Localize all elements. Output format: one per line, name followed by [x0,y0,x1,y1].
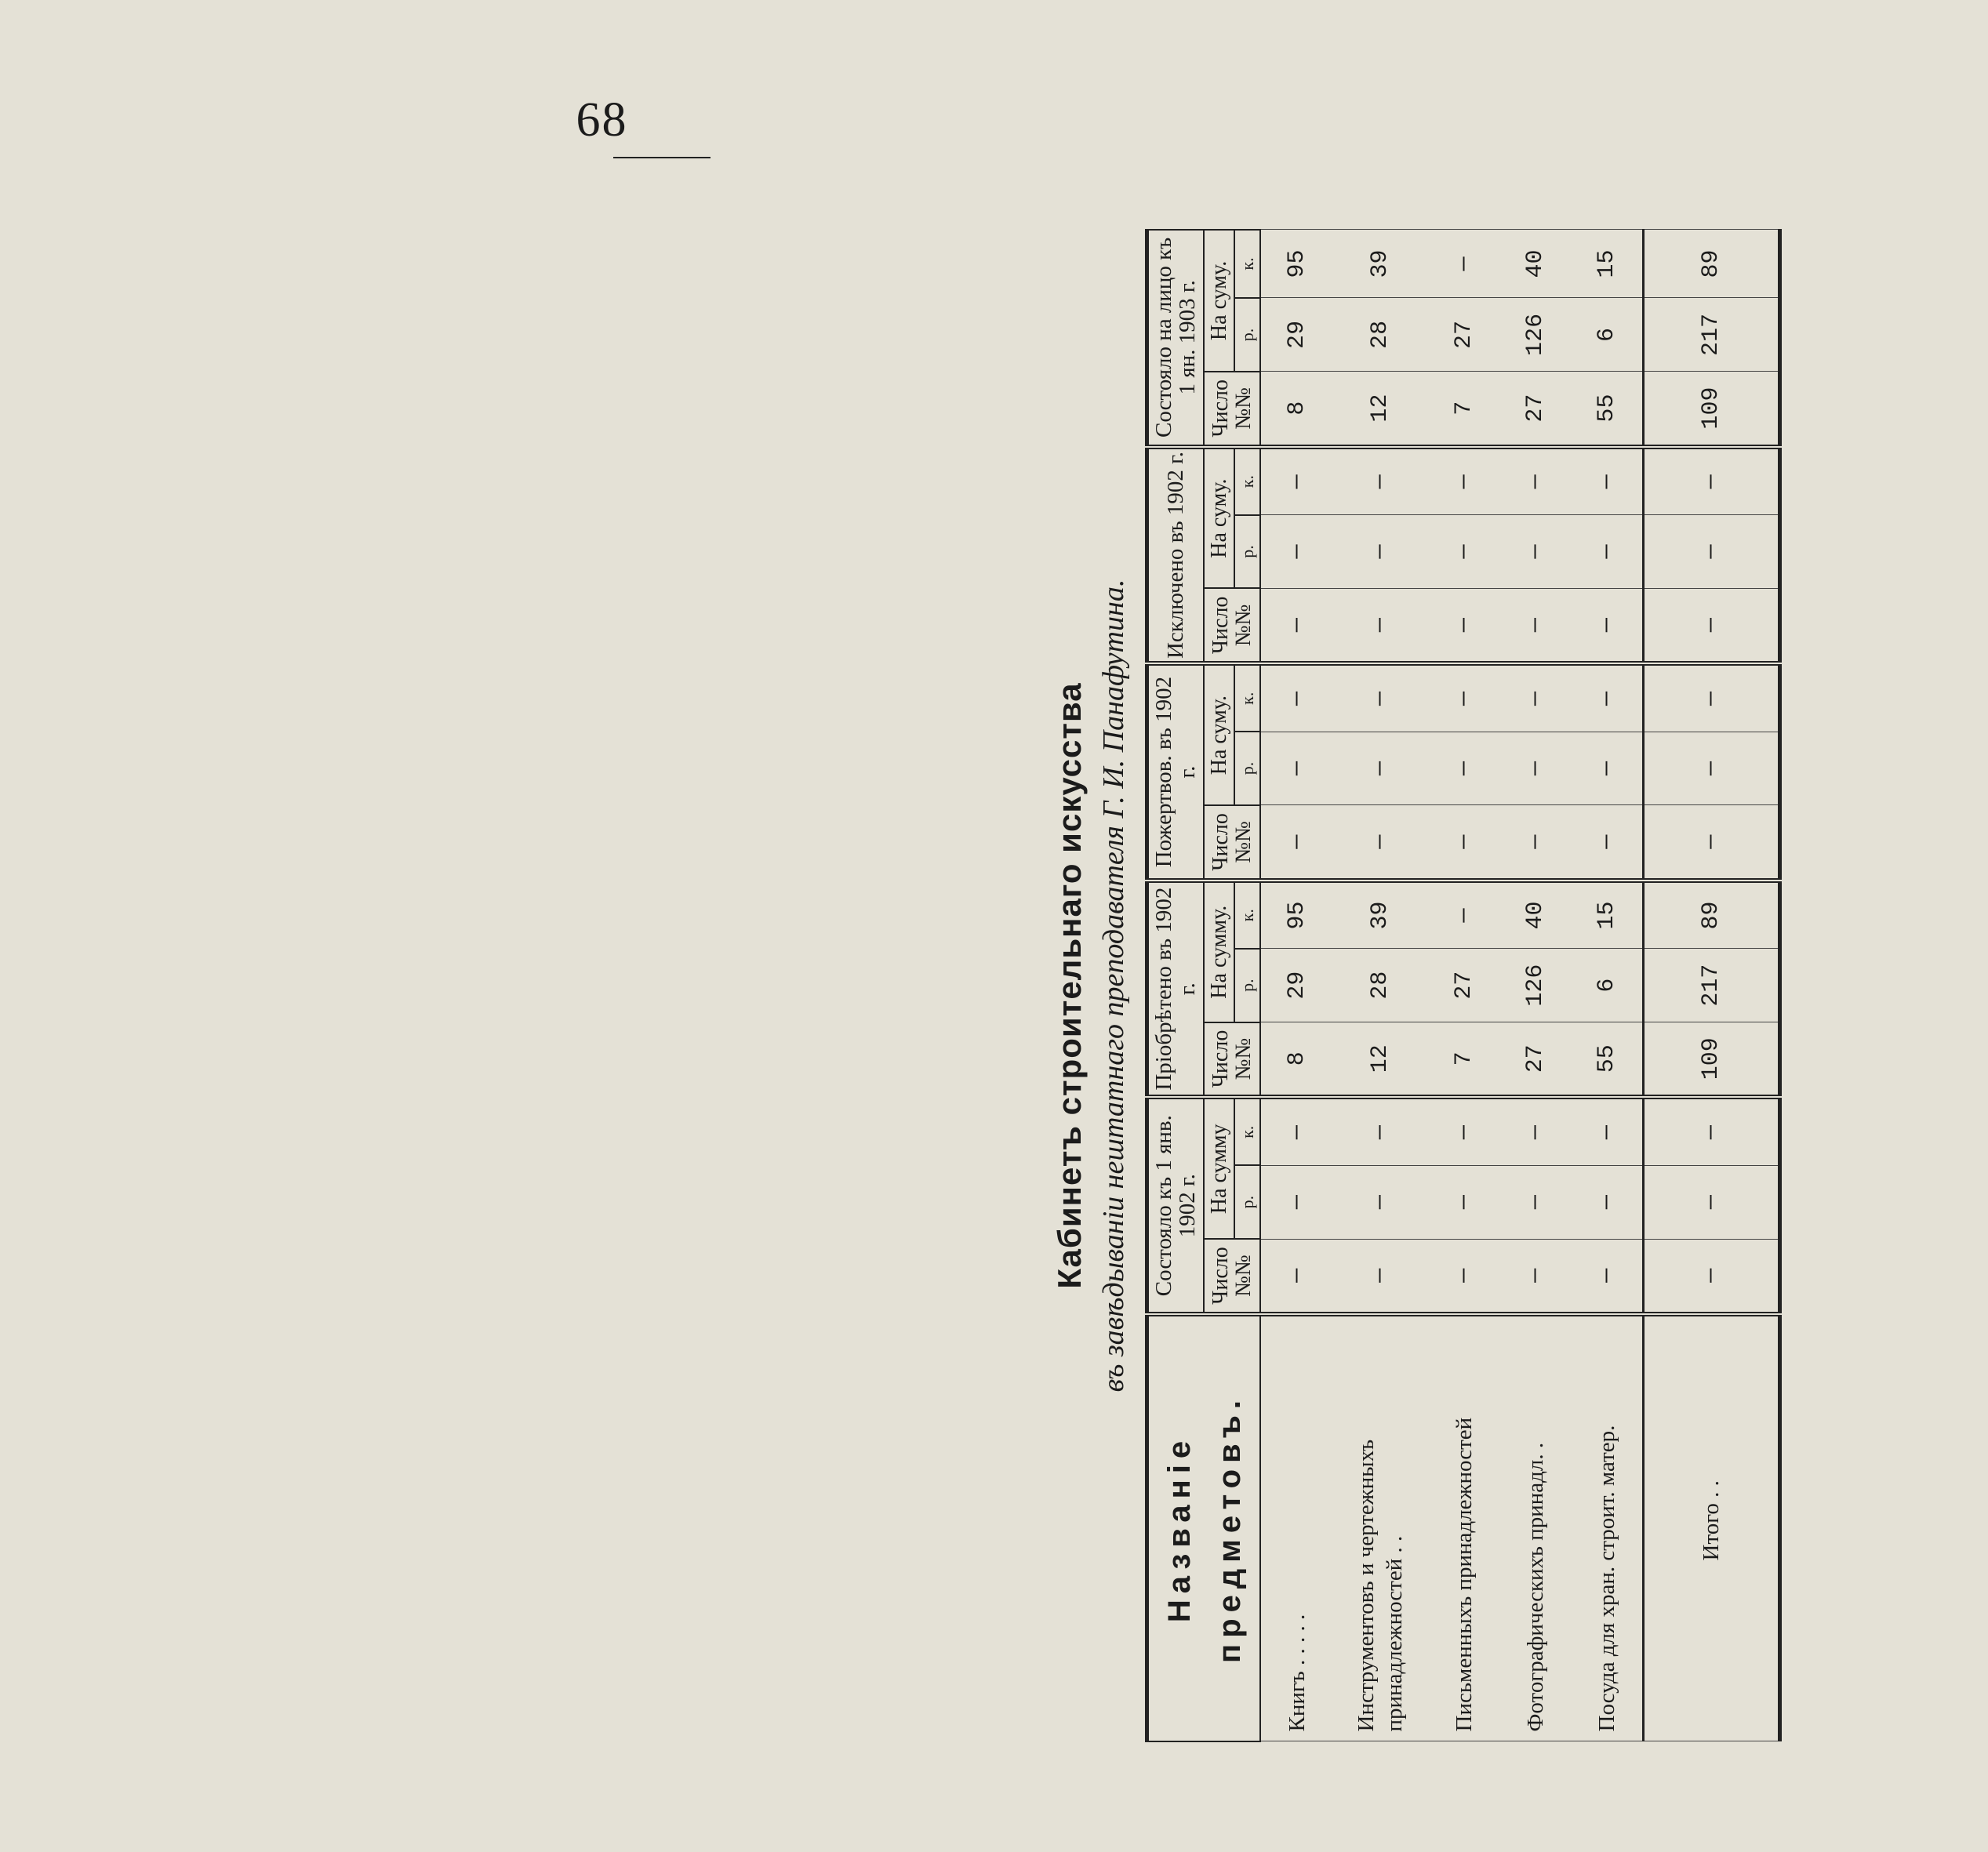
header-kopecks: к. [1234,881,1260,949]
cell-count: — [1260,1239,1332,1314]
header-group-5: Состояло на лицо къ 1 ян. 1903 г. [1147,230,1204,447]
cell-rubles: 217 [1644,298,1780,372]
cell-count: 109 [1644,372,1780,447]
header-rubles: р. [1234,949,1260,1022]
cell-count: 109 [1644,1022,1780,1098]
cell-count: 55 [1571,1022,1644,1098]
document-title: Кабинетъ строительнаго искусства [1051,682,1088,1289]
cell-kopecks: — [1644,663,1780,732]
header-group-2: Пріобрѣтено въ 1902 г. [1147,881,1204,1098]
cell-kopecks: 15 [1571,230,1644,298]
header-count: Число №№ [1204,805,1260,881]
cell-count: — [1571,588,1644,663]
cell-rubles: 6 [1571,949,1644,1022]
cell-count: 7 [1428,372,1499,447]
cell-rubles: — [1332,732,1428,805]
inventory-table [1145,229,1782,1742]
table-row [1428,230,1499,1741]
cell-rubles: — [1332,515,1428,589]
cell-kopecks: — [1499,447,1571,515]
cell-kopecks: 40 [1499,881,1571,949]
header-sum: На сумму [1204,1097,1234,1239]
cell-kopecks: — [1571,663,1644,732]
cell-count: — [1428,1239,1499,1314]
cell-rubles: 126 [1499,949,1571,1022]
cell-kopecks: — [1332,663,1428,732]
cell-rubles: — [1260,515,1332,589]
header-rubles: р. [1234,1165,1260,1239]
table-row [1571,230,1644,1741]
cell-count: 12 [1332,372,1428,447]
cell-kopecks: — [1332,447,1428,515]
cell-count: — [1260,805,1332,881]
cell-rubles: 126 [1499,298,1571,372]
header-count: Число №№ [1204,588,1260,663]
header-group-4: Исключено въ 1902 г. [1147,447,1204,664]
cell-rubles: — [1499,1165,1571,1239]
table-row [1499,230,1571,1741]
header-group-3: Пожертвов. въ 1902 г. [1147,663,1204,881]
cell-count: — [1644,1239,1780,1314]
cell-count: 27 [1499,1022,1571,1098]
cell-kopecks: 95 [1260,230,1332,298]
cell-kopecks: 89 [1644,230,1780,298]
cell-kopecks: 39 [1332,230,1428,298]
cell-kopecks: — [1332,1097,1428,1165]
cell-kopecks: 15 [1571,881,1644,949]
table-row [1260,230,1332,1741]
header-count: Число №№ [1204,1239,1260,1314]
cell-count: — [1332,805,1428,881]
cell-kopecks: — [1499,663,1571,732]
cell-kopecks: — [1260,663,1332,732]
header-sum: На суму. [1204,663,1234,805]
cell-rubles: 6 [1571,298,1644,372]
total-label: Итого . . [1644,1314,1780,1741]
rotated-table-block [1051,229,1988,1742]
header-rubles: р. [1234,732,1260,805]
cell-rubles: — [1499,732,1571,805]
cell-kopecks: — [1571,1097,1644,1165]
cell-rubles: — [1644,515,1780,589]
cell-count: — [1499,1239,1571,1314]
cell-count: — [1332,1239,1428,1314]
header-kopecks: к. [1234,663,1260,732]
cell-count: — [1428,805,1499,881]
cell-rubles: 27 [1428,949,1499,1022]
cell-rubles: 29 [1260,949,1332,1022]
cell-count: — [1571,805,1644,881]
total-row [1644,230,1780,1741]
header-count: Число №№ [1204,372,1260,447]
cell-rubles: 28 [1332,298,1428,372]
cell-kopecks: — [1644,447,1780,515]
header-sum: На суму. [1204,447,1234,589]
cell-kopecks: — [1571,447,1644,515]
header-kopecks: к. [1234,230,1260,298]
header-sum: На суму. [1204,230,1234,372]
header-rubles: р. [1234,515,1260,589]
cell-rubles: — [1644,732,1780,805]
header-sum: На сумму. [1204,881,1234,1022]
header-group-1: Состояло къ 1 янв. 1902 г. [1147,1097,1204,1314]
cell-kopecks: 40 [1499,230,1571,298]
cell-count: — [1571,1239,1644,1314]
cell-count: — [1499,588,1571,663]
cell-count: — [1428,588,1499,663]
item-name: Фотографическихъ принадл. . [1499,1314,1571,1741]
cell-count: 12 [1332,1022,1428,1098]
item-name: Инструментовъ и чертежныхъ принадлежностей . . [1332,1314,1428,1741]
item-name: Письменныхъ принадлежностей [1428,1314,1499,1741]
cell-rubles: — [1428,515,1499,589]
cell-count: 8 [1260,372,1332,447]
cell-kopecks: — [1428,663,1499,732]
header-count: Число №№ [1204,1022,1260,1098]
cell-count: — [1332,588,1428,663]
cell-rubles: 28 [1332,949,1428,1022]
cell-kopecks: 39 [1332,881,1428,949]
cell-rubles: — [1644,1165,1780,1239]
header-kopecks: к. [1234,1097,1260,1165]
cell-count: — [1644,805,1780,881]
cell-rubles: 217 [1644,949,1780,1022]
cell-kopecks: 89 [1644,881,1780,949]
cell-rubles: — [1332,1165,1428,1239]
cell-count: — [1644,588,1780,663]
cell-kopecks: — [1260,1097,1332,1165]
cell-kopecks: — [1499,1097,1571,1165]
header-kopecks: к. [1234,447,1260,515]
page-number: 68 [576,93,628,147]
cell-kopecks: 95 [1260,881,1332,949]
table-row [1332,230,1428,1741]
cell-rubles: — [1571,1165,1644,1239]
cell-kopecks: — [1260,447,1332,515]
cell-count: — [1260,588,1332,663]
cell-rubles: 27 [1428,298,1499,372]
header-rubles: р. [1234,298,1260,372]
cell-rubles: — [1499,515,1571,589]
header-item-name: Названіе предметовъ. [1147,1314,1261,1741]
cell-kopecks: — [1428,230,1499,298]
cell-count: — [1499,805,1571,881]
cell-rubles: — [1260,1165,1332,1239]
cell-count: 8 [1260,1022,1332,1098]
cell-count: 55 [1571,372,1644,447]
item-name: Книгъ . . . . . [1260,1314,1332,1741]
cell-rubles: — [1428,732,1499,805]
cell-rubles: — [1428,1165,1499,1239]
cell-kopecks: — [1428,1097,1499,1165]
cell-kopecks: — [1644,1097,1780,1165]
cell-count: 7 [1428,1022,1499,1098]
cell-rubles: — [1571,732,1644,805]
cell-rubles: — [1571,515,1644,589]
item-name: Посуда для хран. строит. матер. [1571,1314,1644,1741]
cell-rubles: 29 [1260,298,1332,372]
document-subtitle: въ завѣдываніи нештатнаго преподавателя Г. И. Панафутина. [1097,579,1130,1393]
cell-kopecks: — [1428,447,1499,515]
cell-kopecks: — [1428,881,1499,949]
cell-rubles: — [1260,732,1332,805]
page-number-rule [613,157,711,158]
cell-count: 27 [1499,372,1571,447]
